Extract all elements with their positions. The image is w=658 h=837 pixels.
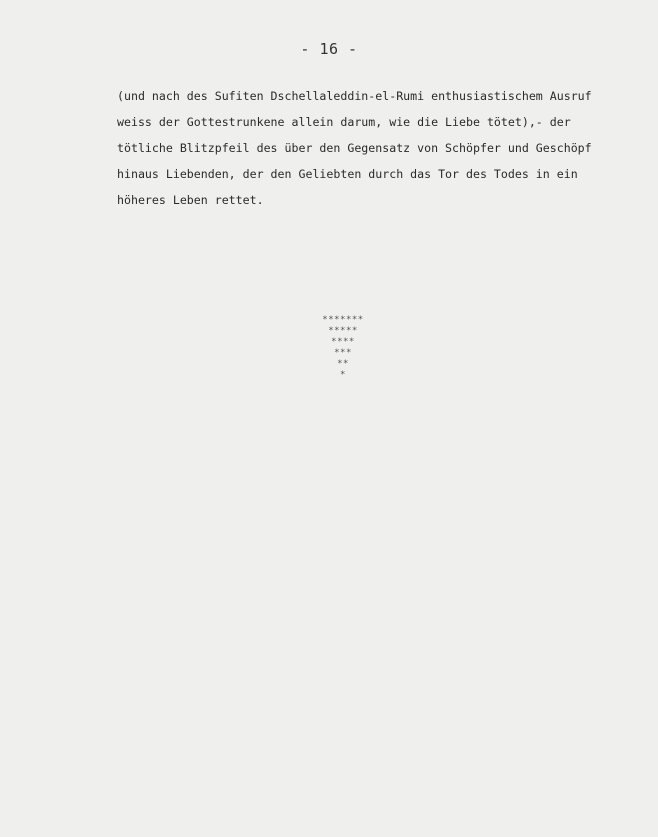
ornament-row: ***** bbox=[328, 326, 358, 336]
page-number: - 16 - bbox=[300, 40, 358, 58]
text-line: höheres Leben rettet. bbox=[117, 193, 264, 207]
text-line: weiss der Gottestrunkene allein darum, wie die Liebe tötet),- der bbox=[117, 115, 571, 129]
ornament-row: * bbox=[340, 370, 346, 380]
ornament-row: ** bbox=[337, 359, 349, 369]
body-paragraph bbox=[117, 83, 637, 213]
text-line: hinaus Liebenden, der den Geliebten durch das Tor des Todes in ein bbox=[117, 167, 578, 181]
ornament-row: ******* bbox=[322, 315, 364, 325]
text-line: (und nach des Sufiten Dschellaleddin-el-Rumi enthusiastischem Ausruf bbox=[117, 89, 592, 103]
text-line: tötliche Blitzpfeil des über den Gegensatz von Schöpfer und Geschöpf bbox=[117, 141, 592, 155]
ornament-row: **** bbox=[331, 337, 355, 347]
asterisk-ornament bbox=[313, 315, 373, 381]
ornament-row: *** bbox=[334, 348, 352, 358]
